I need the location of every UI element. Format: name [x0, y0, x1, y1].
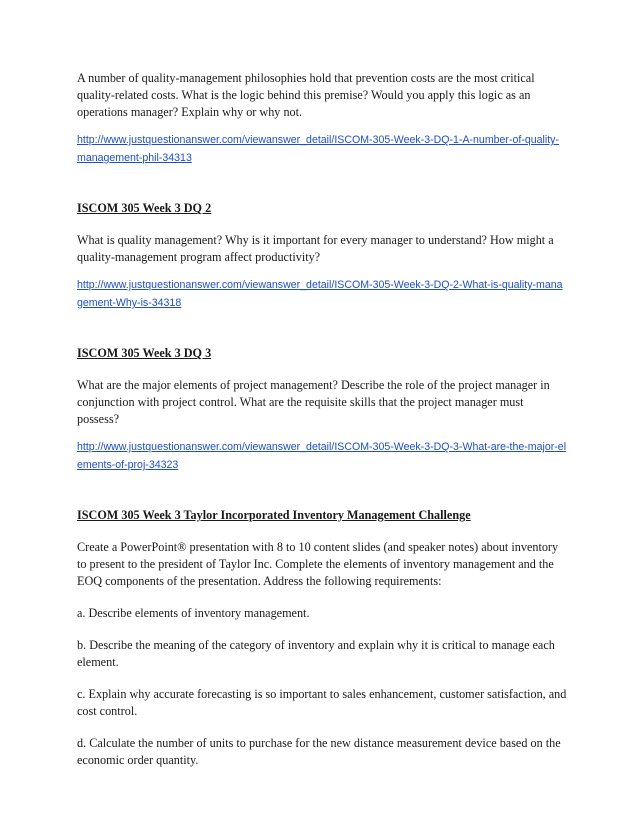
dq3-section — [77, 345, 567, 474]
dq1-link[interactable]: http://www.justquestionanswer.com/viewanswer_detail/ISCOM-305-Week-3-DQ-1-A-number-of-quality-management-phil-34313 — [77, 134, 559, 164]
taylor-section — [77, 507, 567, 769]
dq3-question: What are the major elements of project management? Describe the role of the project manager in conjunction with project control. What are the requisite skills that the project manager must possess? — [77, 378, 550, 426]
dq2-section — [77, 200, 567, 312]
dq2-question: What is quality management? Why is it important for every manager to understand? How might a quality-management program affect productivity? — [77, 233, 554, 264]
dq2-heading: ISCOM 305 Week 3 DQ 2 — [77, 201, 212, 215]
taylor-heading: ISCOM 305 Week 3 Taylor Incorporated Inventory Management Challenge — [77, 508, 471, 522]
requirement-item: b. Describe the meaning of the category of inventory and explain why it is critical to manage each element. — [77, 638, 555, 669]
dq1-question: A number of quality-management philosophies hold that prevention costs are the most critical quality-related costs. What is the logic behind this premise? Would you apply this logic as an operations manager? Explain why or why not. — [77, 71, 535, 119]
requirement-item: d. Calculate the number of units to purchase for the new distance measurement device based on the economic order quantity. — [77, 736, 561, 767]
requirement-item: a. Describe elements of inventory management. — [77, 606, 310, 620]
requirement-item: c. Explain why accurate forecasting is so important to sales enhancement, customer satisfaction, and cost control. — [77, 687, 567, 718]
dq1-section — [77, 70, 567, 167]
dq3-link[interactable]: http://www.justquestionanswer.com/viewanswer_detail/ISCOM-305-Week-3-DQ-3-What-are-the-major-elements-of-proj-34323 — [77, 441, 567, 471]
taylor-intro: Create a PowerPoint® presentation with 8 to 10 content slides (and speaker notes) about inventory to present to the president of Taylor Inc. Complete the elements of inventory management and the EOQ components of the presentation. Address the following requirements: — [77, 540, 559, 588]
dq2-link[interactable]: http://www.justquestionanswer.com/viewanswer_detail/ISCOM-305-Week-3-DQ-2-What-is-quality-management-Why-is-34318 — [77, 279, 563, 309]
document-page — [77, 70, 567, 769]
dq3-heading: ISCOM 305 Week 3 DQ 3 — [77, 346, 212, 360]
